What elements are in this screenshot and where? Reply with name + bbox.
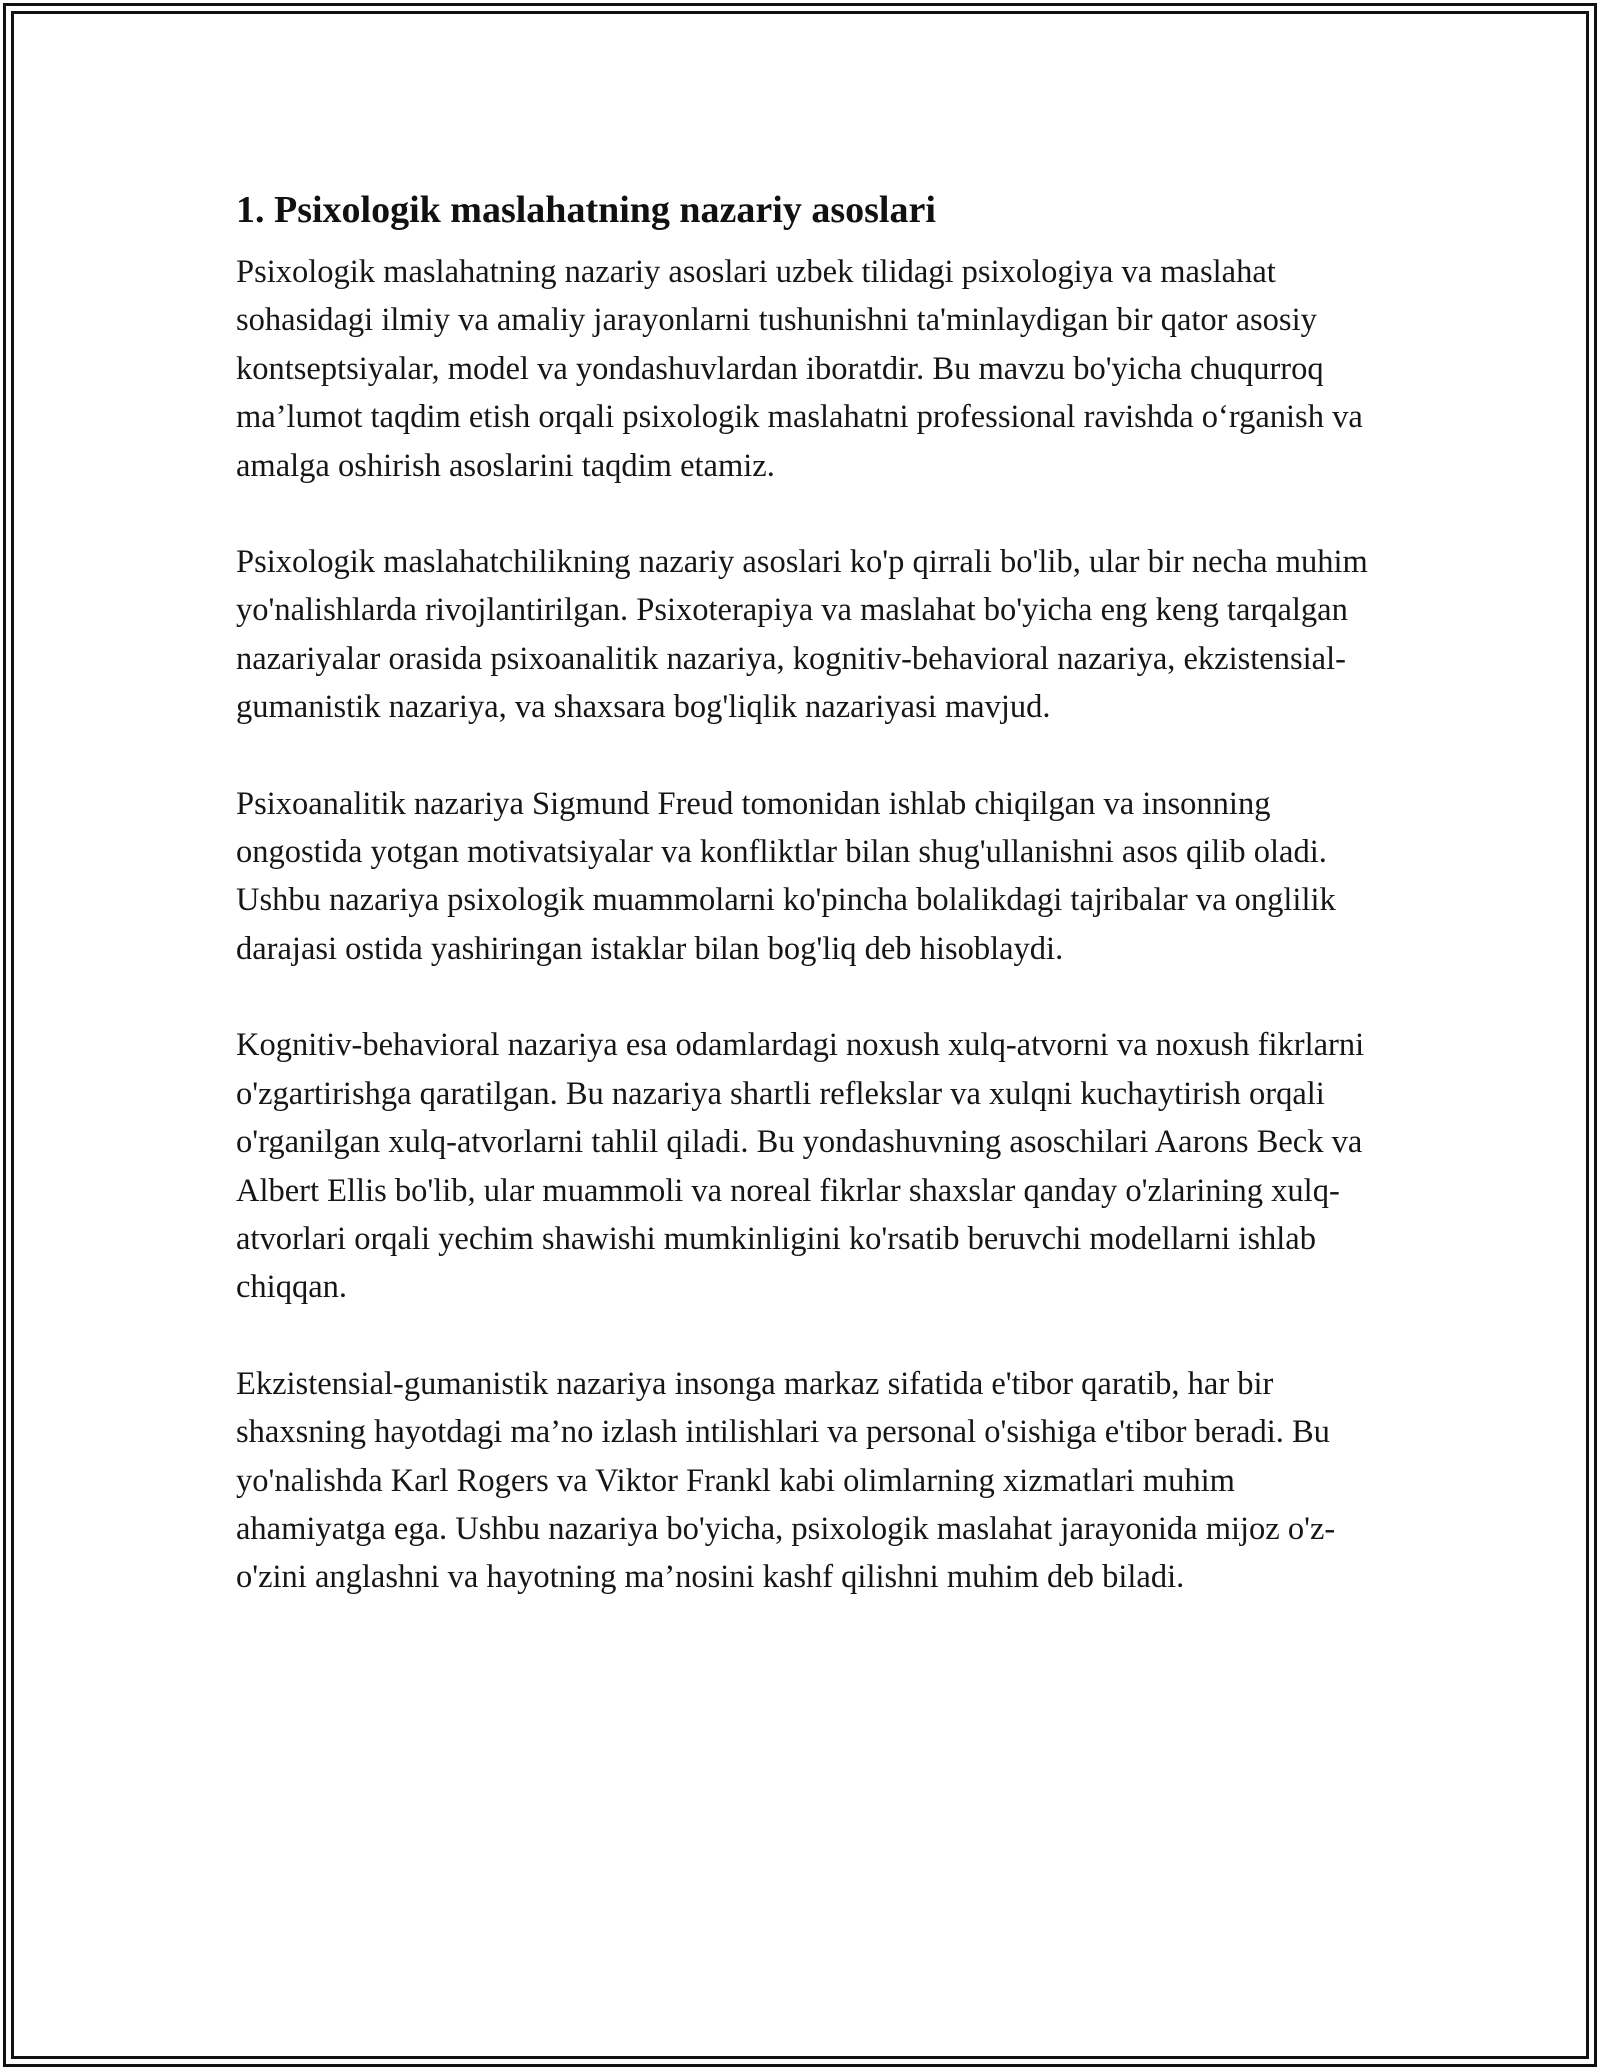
section-heading: 1. Psixologik maslahatning nazariy asoslari xyxy=(236,189,936,231)
paragraph-intro: Psixologik maslahatning nazariy asoslari uzbek tilidagi psixologiya va maslahat sohasidagi ilmiy va amaliy jarayonlarni tushunishni ta'minlaydigan bir qator asosiy kontseptsiyalar, model va yondashuvlardan iboratdir. Bu mavzu bo'yicha chuqurroq ma’lumot taqdim etish orqali psixologik maslahatni professional ravishda o‘rganish va amalga oshirish asoslarini taqdim etamiz. xyxy=(236,254,1363,484)
document-body xyxy=(236,186,1371,1650)
paragraph-cognitive-behavioral: Kognitiv-behavioral nazariya esa odamlardagi noxush xulq-atvorni va noxush fikrlarni o'zgartirishga qaratilgan. Bu nazariya shartli reflekslar va xulqni kuchaytirish orqali o'rganilgan xulq-atvorlarni tahlil qiladi. Bu yondashuvning asoschilari Aarons Beck va Albert Ellis bo'lib, ular muammoli va noreal fikrlar shaxslar qanday o'zlarining xulq-atvorlari orqali yechim shawishi mumkinligini ko'rsatib beruvchi modellarni ishlab chiqqan. xyxy=(236,1027,1365,1306)
paragraph-existential-humanistic: Ekzistensial-gumanistik nazariya insonga markaz sifatida e'tibor qaratib, har bir shaxsning hayotdagi ma’no izlash intilishlari va personal o'sishiga e'tibor beradi. Bu yo'nalishda Karl Rogers va Viktor Frankl kabi olimlarning xizmatlari muhim ahamiyatga ega. Ushbu nazariya bo'yicha, psixologik maslahat jarayonida mijoz o'z-o'zini anglashni va hayotning ma’nosini kashf qilishni muhim deb biladi. xyxy=(236,1365,1336,1596)
paragraph-overview: Psixologik maslahatchilikning nazariy asoslari ko'p qirrali bo'lib, ular bir necha muhim yo'nalishlarda rivojlantirilgan. Psixoterapiya va maslahat bo'yicha eng keng tarqalgan nazariyalar orasida psixoanalitik nazariya, kognitiv-behavioral nazariya, ekzistensial-gumanistik nazariya, va shaxsara bog'liqlik nazariyasi mavjud. xyxy=(236,544,1368,726)
paragraph-psychoanalytic: Psixoanalitik nazariya Sigmund Freud tomonidan ishlab chiqilgan va insonning ongostida yotgan motivatsiyalar va konfliktlar bilan shug'ullanishni asos qilib oladi. Ushbu nazariya psixologik muammolarni ko'pincha bolalikdagi tajribalar va onglilik darajasi ostida yashiringan istaklar bilan bog'liq deb hisoblaydi. xyxy=(236,785,1336,967)
